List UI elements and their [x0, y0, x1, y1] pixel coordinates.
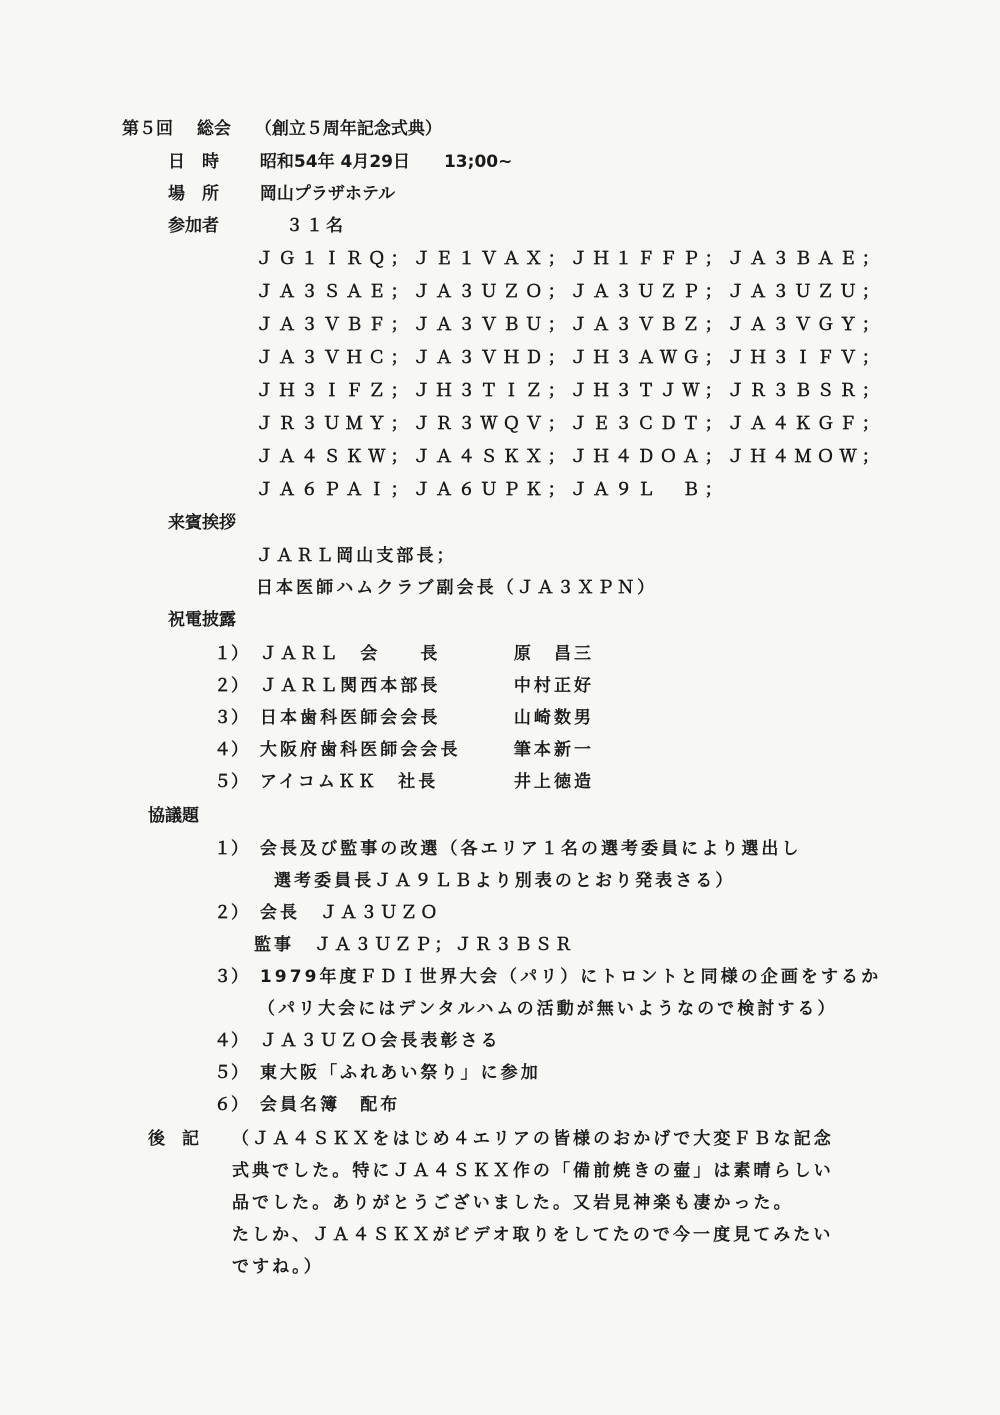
telegram-org: 大阪府歯科医師会会長 — [259, 740, 461, 760]
place-row — [168, 183, 395, 205]
agenda-text: （パリ大会にはデンタルハムの活動が無いようなので検討する） — [258, 999, 838, 1019]
meeting-number: 第５回 — [122, 119, 173, 139]
datetime-value: 昭和54年 4月29日 13;00~ — [259, 152, 513, 172]
agenda-text: 東大阪「ふれあい祭り」に参加 — [259, 1063, 541, 1083]
telegram-num: ５） — [214, 772, 248, 792]
postscript-line: 式典でした。特にＪＡ４ＳＫＸ作の「備前焼きの壷」は素晴らしい — [232, 1161, 834, 1181]
agenda-num: ６） — [214, 1095, 248, 1115]
telegrams-label: 祝電披露 — [168, 610, 236, 630]
postscript-line: 品でした。ありがとうございました。又岩見神楽も凄かった。 — [232, 1193, 794, 1213]
guest-speech-line: ＪＡＲＬ岡山支部長； — [256, 546, 457, 566]
telegram-item — [214, 739, 594, 761]
agenda-num: ４） — [214, 1031, 248, 1051]
participants-label: 参加者 — [168, 216, 219, 236]
agenda-num: ３） — [214, 967, 248, 987]
datetime-row — [168, 151, 512, 173]
meeting-title: 総会 — [196, 119, 231, 139]
postscript-line: たしか、ＪＡ４ＳＫＸがビデオ取りをしてたので今一度見てみたい — [232, 1225, 834, 1245]
agenda-num: ２） — [214, 903, 248, 923]
agenda-item — [214, 902, 440, 924]
participants-count: ３１名 — [285, 216, 347, 236]
telegram-item — [214, 675, 594, 697]
meeting-heading — [122, 118, 442, 140]
agenda-item — [214, 966, 881, 988]
callsign-row: ＪＲ３ＵＭＹ；ＪＲ３ＷＱＶ；ＪＥ３ＣＤＴ；ＪＡ４ＫＧＦ； — [256, 414, 885, 434]
telegram-org: ＪＡＲＬ 会 長 — [259, 644, 441, 664]
callsign-row: ＪＡ６ＰＡＩ；ＪＡ６ＵＰＫ；ＪＡ９Ｌ Ｂ； — [256, 480, 728, 500]
agenda-num: ５） — [214, 1063, 248, 1083]
agenda-item — [214, 838, 802, 860]
postscript-line: （ＪＡ４ＳＫＸをはじめ４エリアの皆様のおかげで大変ＦＢな記念 — [232, 1129, 834, 1149]
agenda-item — [214, 1094, 400, 1116]
telegram-num: ４） — [214, 740, 248, 760]
agenda-text: 選考委員長ＪＡ９ＬＢより別表のとおり発表さる） — [274, 871, 736, 891]
telegram-num: ２） — [214, 676, 248, 696]
participants-row — [168, 215, 346, 237]
agenda-label: 協議題 — [148, 806, 199, 826]
agenda-item — [214, 1062, 541, 1084]
agenda-text: 会長 ＪＡ３ＵＺＯ — [259, 903, 441, 923]
telegram-org: ＪＡＲＬ関西本部長 — [259, 676, 441, 696]
postscript-line: ですね。） — [232, 1257, 324, 1277]
telegram-name: 山崎数男 — [513, 708, 595, 728]
telegram-name: 筆本新一 — [513, 740, 595, 760]
place-label: 場 所 — [168, 184, 219, 204]
meeting-subtitle: （創立５周年記念式典） — [254, 119, 442, 139]
callsign-row: ＪＨ３ＩＦＺ；ＪＨ３ＴＩＺ；ＪＨ３ＴＪＷ；ＪＲ３ＢＳＲ； — [256, 381, 885, 401]
telegram-item — [214, 771, 594, 793]
datetime-label: 日 時 — [168, 152, 219, 172]
callsign-row: ＪＡ４ＳＫＷ；ＪＡ４ＳＫＸ；ＪＨ４ＤＯＡ；ＪＨ４ＭＯＷ； — [256, 447, 885, 467]
telegram-name: 中村正好 — [513, 676, 595, 696]
postscript-label: 後 記 — [148, 1129, 199, 1149]
agenda-text: 会員名簿 配布 — [259, 1095, 401, 1115]
telegram-org: アイコムＫＫ 社長 — [259, 772, 439, 792]
agenda-text: 会長及び監事の改選（各エリア１名の選考委員により選出し — [259, 839, 802, 859]
telegram-name: 井上徳造 — [513, 772, 595, 792]
telegram-item — [214, 643, 594, 665]
guest-speech-line: 日本医師ハムクラブ副会長（ＪＡ３ＸＰＮ） — [256, 578, 658, 598]
telegram-num: ３） — [214, 708, 248, 728]
callsign-row: ＪＡ３ＳＡＥ；ＪＡ３ＵＺＯ；ＪＡ３ＵＺＰ；ＪＡ３ＵＺＵ； — [256, 282, 885, 302]
telegram-item — [214, 707, 594, 729]
telegram-org: 日本歯科医師会会長 — [259, 708, 441, 728]
callsign-row: ＪＡ３ＶＢＦ；ＪＡ３ＶＢＵ；ＪＡ３ＶＢＺ；ＪＡ３ＶＧＹ； — [256, 315, 885, 335]
agenda-text: ＪＡ３ＵＺＯ会長表彰さる — [259, 1031, 501, 1051]
agenda-text: 1979年度ＦＤＩ世界大会（パリ）にトロントと同様の企画をするか — [259, 967, 882, 987]
telegram-name: 原 昌三 — [513, 644, 595, 664]
agenda-num: １） — [214, 839, 248, 859]
agenda-text: 監事 ＪＡ３ＵＺＰ；ＪＲ３ＢＳＲ — [254, 935, 575, 955]
callsign-row: ＪＧ１ＩＲＱ；ＪＥ１ＶＡＸ；ＪＨ１ＦＦＰ；ＪＡ３ＢＡＥ； — [256, 249, 885, 269]
telegram-num: １） — [214, 644, 248, 664]
place-value: 岡山プラザホテル — [259, 184, 396, 204]
agenda-item — [214, 1030, 501, 1052]
callsign-row: ＪＡ３ＶＨＣ；ＪＡ３ＶＨＤ；ＪＨ３ＡＷＧ；ＪＨ３ＩＦＶ； — [256, 348, 885, 368]
guest-speech-label: 来賓挨拶 — [168, 513, 236, 533]
